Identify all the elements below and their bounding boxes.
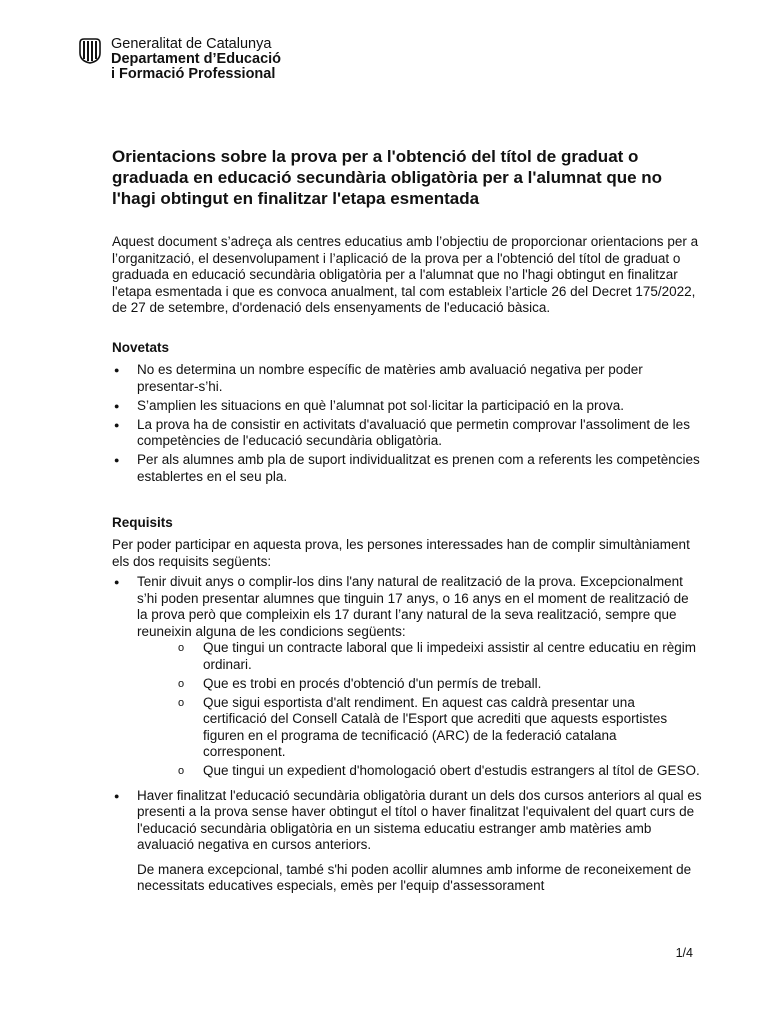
org-line-1: Generalitat de Catalunya	[111, 36, 272, 52]
page-number: 1/4	[675, 946, 693, 960]
sublist-item: o Que tingui un expedient d'homologació obert d'estudis estrangers al títol de GESO.	[178, 763, 702, 780]
list-item: ● Per als alumnes amb pla de suport individualitzat es prenen com a referents les competències establertes en el seu pla.	[112, 452, 702, 485]
document-title: Orientacions sobre la prova per a l'obtenció del títol de graduat o graduada en educació secundària obligatòria per a l'alumnat que no l'hagi obtingut en finalitzar l'etapa esmentada	[112, 147, 663, 208]
sublist-item: o Que sigui esportista d'alt rendiment. En aquest cas caldrà presentar una certificació del Consell Català de l'Esport que acrediti que aquests esportistes figuren en el programa de tecnificació (ARC) de la federació catalana corresponent.	[178, 695, 702, 761]
organization-name	[111, 37, 281, 82]
requisits-list	[112, 574, 702, 897]
requisit-2-text: ● Haver finalitzat l'educació secundària obligatòria durant un dels dos cursos anteriors al qual es presenti a la prova sense haver obtingut el títol o haver finalitzat l'equivalent del quart curs de l'educació secundària obligatòria en un sistema educatiu estranger amb matèries amb avaluació negativa en cursos anteriors.	[137, 787, 702, 852]
generalitat-logo	[78, 38, 102, 64]
requisits-heading: Requisits	[112, 515, 173, 530]
header	[78, 37, 281, 82]
list-item: ● S’amplien les situacions en què l’alumnat pot sol·licitar la participació en la prova.	[112, 398, 702, 415]
intro-paragraph: Aquest document s’adreça als centres educatius amb l’objectiu de proporcionar orientacions per a l’organització, el desenvolupament i l’aplicació de la prova per a l'obtenció del títol de graduat o graduada en educació secundària obligatòria per a l'alumnat que no l'hagi obtingut en finalitzar l'etapa esmentada i que es convoca anualment, tal com estableix l’article 26 del Decret 175/2022, de 27 de setembre, d'ordenació dels ensenyaments de l'educació bàsica.	[112, 234, 699, 315]
sublist-item: o Que es trobi en procés d'obtenció d'un permís de treball.	[178, 676, 702, 693]
conditions-sublist	[112, 640, 702, 780]
list-item	[112, 788, 702, 895]
requisit-2-extra: De manera excepcional, també s'hi poden acollir alumnes amb informe de reconeixement de necessitats educatives especials, emès per l'equip d'assessorament	[137, 861, 692, 893]
novetats-heading: Novetats	[112, 340, 170, 355]
list-item: ● No es determina un nombre específic de matèries amb avaluació negativa per poder presentar-s’hi.	[112, 362, 702, 395]
list-item	[112, 574, 702, 780]
org-line-3: i Formació Professional	[111, 66, 276, 82]
requisit-1-text: ● Tenir divuit anys o complir-los dins l'any natural de realització de la prova. Excepcionalment s’hi poden presentar alumnes que tinguin 17 anys, o 16 anys en el moment de realització de la prova però que compleixin els 17 durant l’any natural de la seva realització, sempre que reuneixin alguna de les condicions següents:	[137, 574, 689, 639]
novetats-list	[112, 362, 702, 488]
requisits-intro: Per poder participar en aquesta prova, les persones interessades han de complir simultàniament els dos requisits següents:	[112, 537, 690, 569]
list-item: ● La prova ha de consistir en activitats d'avaluació que permetin comprovar l'assoliment de les competències de l'educació secundària obligatòria.	[112, 417, 702, 450]
org-line-2: Departament d’Educació	[111, 51, 282, 67]
sublist-item: o Que tingui un contracte laboral que li impedeixi assistir al centre educatiu en règim ordinari.	[178, 640, 702, 673]
